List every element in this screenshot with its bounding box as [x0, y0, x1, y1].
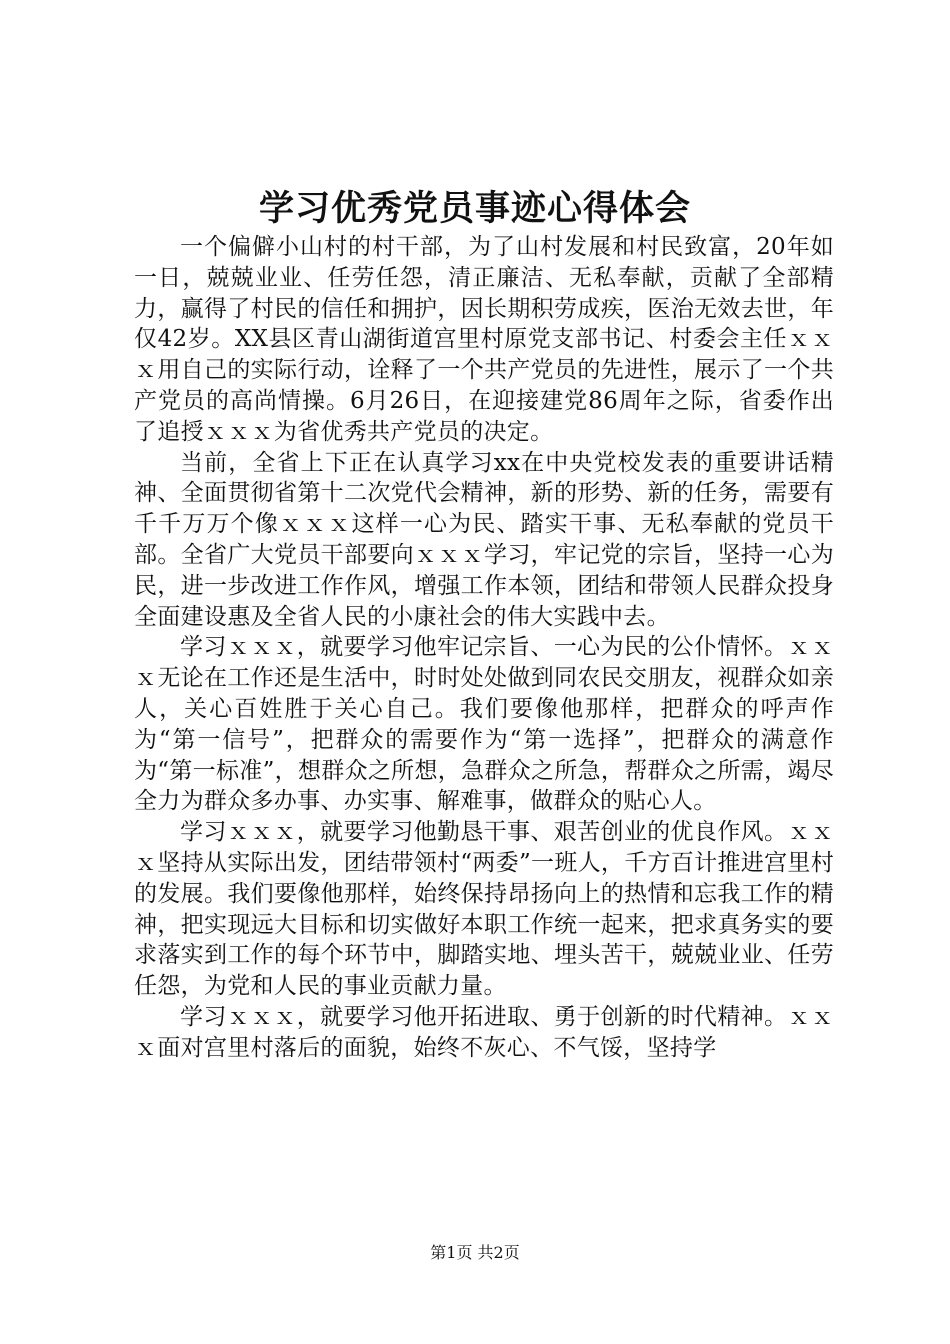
- paragraph-4: 学习ｘｘｘ，就要学习他勤恳干事、艰苦创业的优良作风。ｘｘｘ坚持从实际出发，团结带领村“两委”一班人，千方百计推进宫里村的发展。我们要像他那样，始终保持昂扬向上的热情和忘我工作的精神，把实现远大目标和切实做好本职工作统一起来，把求真务实的要求落实到工作的每个环节中，脚踏实地、埋头苦干，兢兢业业、任劳任怨，为党和人民的事业贡献力量。: [134, 819, 834, 1000]
- paragraph-5: 学习ｘｘｘ，就要学习他开拓进取、勇于创新的时代精神。ｘｘｘ面对宫里村落后的面貌，始终不灰心、不气馁，坚持学: [134, 1003, 834, 1061]
- paragraph-1: 一个偏僻小山村的村干部，为了山村发展和村民致富，20年如一日，兢兢业业、任劳任怨，清正廉洁、无私奉献，贡献了全部精力，赢得了村民的信任和拥护，因长期积劳成疾，医治无效去世，年仅42岁。XX县区青山湖街道宫里村原党支部书记、村委会主任ｘｘｘ用自己的实际行动，诠释了一个共产党员的先进性，展示了一个共产党员的高尚情操。6月26日，在迎接建党86周年之际，省委作出了追授ｘｘｘ为省优秀共产党员的决定。: [134, 234, 834, 445]
- paragraph-3: 学习ｘｘｘ，就要学习他牢记宗旨、一心为民的公仆情怀。ｘｘｘ无论在工作还是生活中，时时处处做到同农民交朋友，视群众如亲人，关心百姓胜于关心自己。我们要像他那样，把群众的呼声作为“第一信号”，把群众的需要作为“第一选择”，把群众的满意作为“第一标准”，想群众之所想，急群众之所急，帮群众之所需，竭尽全力为群众多办事、办实事、解难事，做群众的贴心人。: [134, 634, 834, 815]
- document-title: 学习优秀党员事迹心得体会: [258, 188, 691, 229]
- page-footer: 第1页 共2页: [430, 1243, 520, 1262]
- paragraph-2: 当前，全省上下正在认真学习xx在中央党校发表的重要讲话精神、全面贯彻省第十二次党代会精神，新的形势、新的任务，需要有千千万万个像ｘｘｘ这样一心为民、踏实干事、无私奉献的党员干部。全省广大党员干部要向ｘｘｘ学习，牢记党的宗旨，坚持一心为民，进一步改进工作作风，增强工作本领，团结和带领人民群众投身全面建设惠及全省人民的小康社会的伟大实践中去。: [134, 449, 834, 630]
- document-body: [134, 232, 834, 1064]
